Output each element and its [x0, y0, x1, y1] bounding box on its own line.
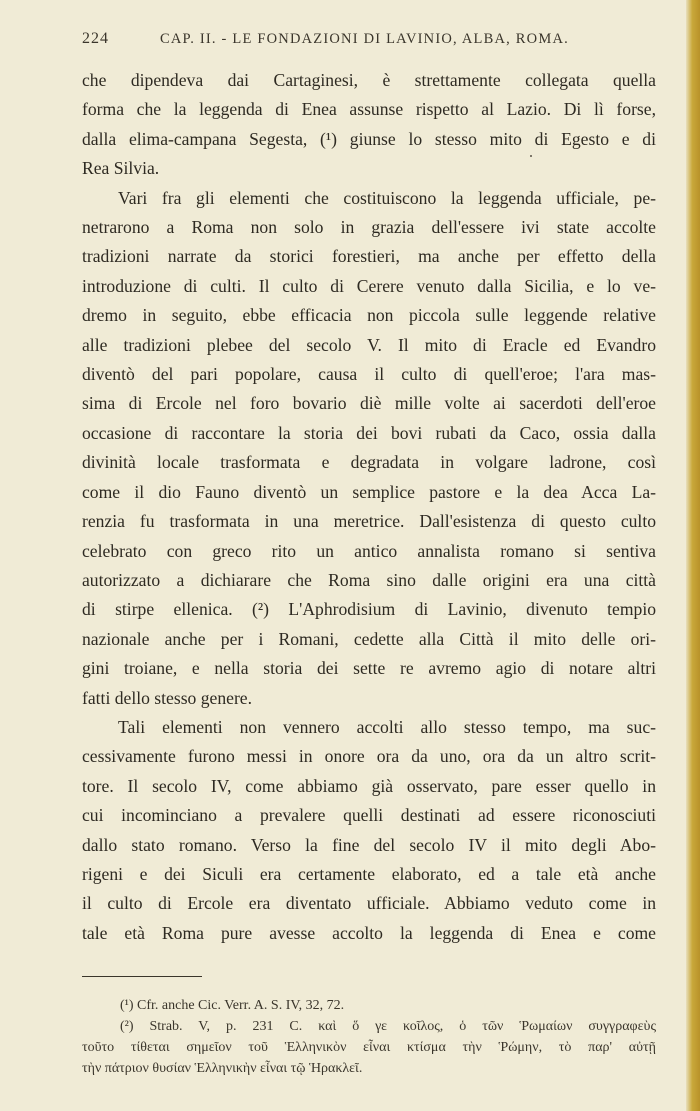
page-number: 224: [82, 30, 109, 47]
text-line: come il dio Fauno diventò un semplice pastore e la dea Acca La-: [82, 481, 656, 502]
text-line: netrarono a Roma non solo in grazia dell'essere ivi state accolte: [82, 217, 656, 238]
text-line: il culto di Ercole era diventato ufficiale. Abbiamo veduto come in: [82, 893, 656, 914]
footnotes: [82, 995, 656, 1079]
text-line: rigeni e dei Siculi era certamente elaborato, ed a tale età anche: [82, 863, 656, 884]
text-line: divinità locale trasformata e degradata in volgare ladrone, così: [82, 452, 656, 473]
text-line: autorizzato a dichiarare che Roma sino dalle origini era una città: [82, 569, 656, 590]
text-line: Tali elementi non vennero accolti allo stesso tempo, ma suc-: [118, 716, 656, 737]
footnote-line: τὴν πάτριον θυσίαν Ἑλληνικὴν εἶναι τῷ Ἡρακλεῖ.: [82, 1061, 363, 1077]
page-header: [82, 30, 656, 60]
running-head: CAP. II. - LE FONDAZIONI DI LAVINIO, ALBA, ROMA.: [160, 31, 569, 47]
footnote-line: (²) Strab. V, p. 231 C. καὶ ὅ γε κοῖλος, ὁ τῶν Ῥωμαίων συγγραφεὺς: [120, 1019, 656, 1035]
text-line: fatti dello stesso genere.: [82, 687, 253, 708]
text-line: occasione di raccontare la storia dei bovi rubati da Caco, ossia dalla: [82, 422, 656, 443]
text-line: cui incominciano a prevalere quelli destinati ad essere riconosciuti: [82, 805, 656, 826]
footnote-line: τοῦτο τίθεται σημεῖον τοῦ Ἑλληνικὸν εἶναι κτίσμα τὴν Ῥώμην, τὸ παρ' αὐτῇ: [82, 1040, 656, 1056]
paragraph-3: [82, 713, 656, 948]
footnote-rule: [82, 976, 202, 977]
text-line: di stirpe ellenica. (²) L'Aphrodisium di Lavinio, divenuto tempio: [82, 599, 656, 620]
text-line: Vari fra gli elementi che costituiscono la leggenda ufficiale, pe-: [118, 187, 656, 208]
text-line: renzia fu trasformata in una meretrice. Dall'esistenza di questo culto: [82, 511, 656, 532]
text-line: dremo in seguito, ebbe efficacia non piccola sulle leggende relative: [82, 305, 656, 326]
text-line: dallo stato romano. Verso la fine del secolo IV il mito degli Abo-: [82, 834, 656, 855]
text-line: diventò del pari popolare, causa il culto di quell'eroe; l'ara mas-: [82, 364, 656, 385]
book-page: [82, 30, 656, 1079]
footnote-1: [82, 995, 656, 1016]
text-line: dalla elima-campana Segesta, (¹) giunse lo stesso mito di Egesto e di: [82, 128, 656, 149]
text-line: tradizioni narrate da storici forestieri, ma anche per effetto della: [82, 246, 656, 267]
text-line: tale età Roma pure avesse accolto la leggenda di Enea e come: [82, 922, 656, 943]
text-line: alle tradizioni plebee del secolo V. Il mito di Eracle ed Evandro: [82, 334, 656, 355]
text-line: cessivamente furono messi in onore ora da uno, ora da un altro scrit-: [82, 746, 656, 767]
text-line: Rea Silvia.: [82, 158, 160, 179]
footnote-line: (¹) Cfr. anche Cic. Verr. A. S. IV, 32, 72.: [120, 998, 345, 1014]
text-line: che dipendeva dai Cartaginesi, è strettamente collegata quella: [82, 70, 656, 90]
footnote-2: [82, 1016, 656, 1079]
text-line: forma che la leggenda di Enea assunse rispetto al Lazio. Di lì forse,: [82, 99, 656, 120]
text-line: gini troiane, e nella storia dei sette re avremo agio di notare altri: [82, 658, 656, 679]
text-line: tore. Il secolo IV, come abbiamo già osservato, pare esser quello in: [82, 775, 656, 796]
page-edge: [686, 0, 700, 1111]
text-line: celebrato con greco rito un antico annalista romano si sentiva: [82, 540, 656, 561]
paragraph-2: [82, 184, 656, 713]
text-line: introduzione di culti. Il culto di Cerere venuto dalla Sicilia, e lo ve-: [82, 275, 656, 296]
paragraph-1: [82, 66, 656, 184]
body-text: [82, 66, 656, 948]
text-line: nazionale anche per i Romani, cedette alla Città il mito delle ori-: [82, 628, 656, 649]
text-line: sima di Ercole nel foro bovario diè mille volte ai sacerdoti dell'eroe: [82, 393, 656, 414]
